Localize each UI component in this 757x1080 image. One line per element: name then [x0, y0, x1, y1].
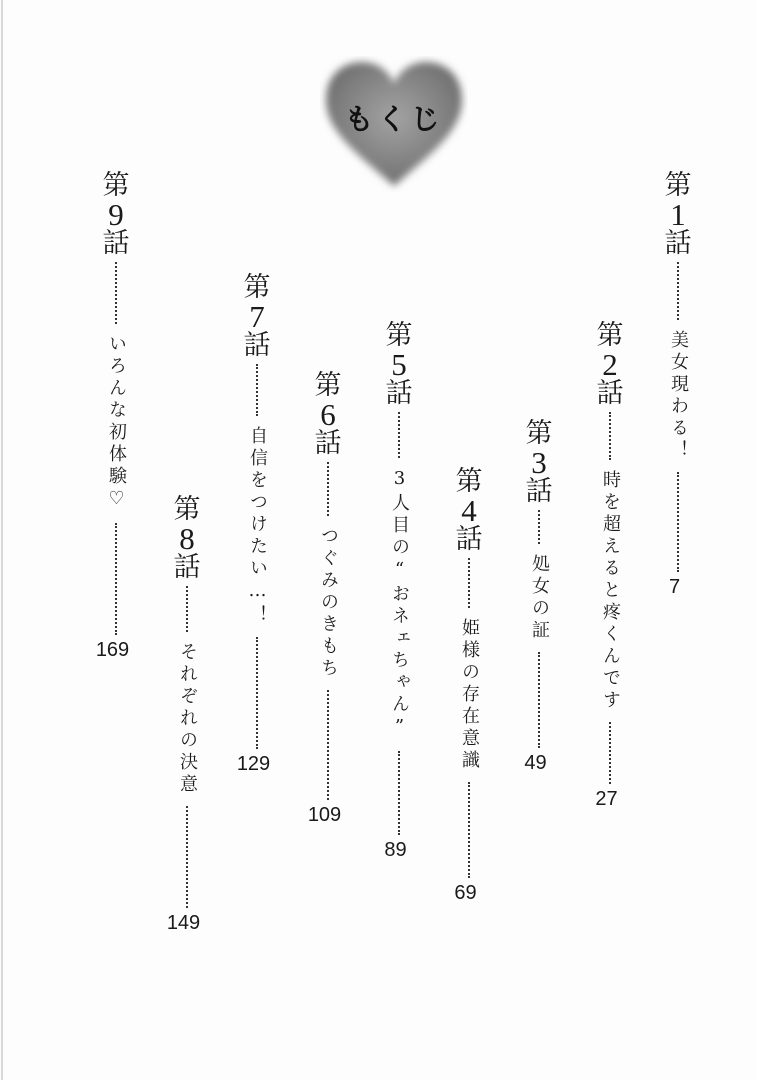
- chapter-number: 1: [670, 197, 686, 232]
- chapter-subtitle: それぞれの決意: [177, 642, 198, 796]
- leader-dots: [538, 510, 540, 544]
- chapter-label: 第: [173, 494, 201, 525]
- page-number: 69: [454, 882, 477, 904]
- heart-title-badge: [320, 56, 468, 192]
- page-number: 169: [95, 639, 130, 661]
- chapter-label: 第: [664, 170, 692, 201]
- leader-dots: [398, 412, 400, 458]
- chapter-suffix: 話: [596, 378, 624, 409]
- leader-dots: [468, 782, 470, 878]
- page-number: 129: [236, 753, 271, 775]
- page-number: 149: [166, 912, 201, 934]
- chapter-number: 2: [602, 347, 618, 382]
- chapter-subtitle: 自信をつけたい…！: [247, 426, 268, 627]
- page-number: 109: [307, 804, 342, 826]
- leader-dots: [256, 637, 258, 749]
- chapter-subtitle: いろんな初体験♡: [106, 334, 127, 513]
- chapter-label: 第: [596, 320, 624, 351]
- leader-dots: [186, 806, 188, 908]
- chapter-suffix: 話: [173, 552, 201, 583]
- chapter-subtitle: 処女の証: [529, 554, 550, 642]
- chapter-label: 第: [525, 418, 553, 449]
- chapter-subtitle: 美女現わる！: [668, 330, 689, 462]
- chapter-subtitle: 姫様の存在意識: [459, 618, 480, 772]
- chapter-number: 3: [531, 445, 547, 480]
- chapter-number: 6: [320, 397, 336, 432]
- leader-dots: [115, 523, 117, 635]
- leader-dots: [327, 690, 329, 800]
- leader-dots: [115, 262, 117, 324]
- leader-dots: [327, 462, 329, 516]
- leader-dots: [398, 751, 400, 835]
- chapter-suffix: 話: [314, 428, 342, 459]
- chapter-label: 第: [243, 272, 271, 303]
- chapter-suffix: 話: [455, 524, 483, 555]
- chapter-suffix: 話: [525, 476, 553, 507]
- page-number: 49: [524, 752, 547, 774]
- page-number: 7: [668, 576, 681, 598]
- chapter-label: 第: [102, 170, 130, 201]
- chapter-number: 5: [391, 347, 407, 382]
- chapter-number: 4: [461, 493, 477, 528]
- page-edge-shadow: [0, 0, 6, 1080]
- chapter-label: 第: [314, 370, 342, 401]
- chapter-label: 第: [455, 466, 483, 497]
- toc-title: もくじ: [344, 101, 444, 136]
- chapter-number: 7: [249, 299, 265, 334]
- chapter-suffix: 話: [385, 378, 413, 409]
- chapter-suffix: 話: [664, 228, 692, 259]
- leader-dots: [468, 558, 470, 608]
- chapter-subtitle: つぐみのきもち: [318, 526, 339, 680]
- chapter-suffix: 話: [102, 228, 130, 259]
- leader-dots: [677, 262, 679, 320]
- chapter-label: 第: [385, 320, 413, 351]
- chapter-number: 9: [108, 197, 124, 232]
- page-number: 89: [384, 839, 407, 861]
- leader-dots: [609, 412, 611, 460]
- chapter-suffix: 話: [243, 330, 271, 361]
- chapter-number: 8: [179, 521, 195, 556]
- leader-dots: [538, 652, 540, 748]
- chapter-subtitle: 時を超えると疼くんです: [600, 470, 621, 712]
- page-number: 27: [595, 788, 618, 810]
- leader-dots: [256, 364, 258, 416]
- leader-dots: [677, 472, 679, 572]
- chapter-subtitle: 3人目の“おネェちゃん”: [389, 468, 410, 741]
- leader-dots: [609, 722, 611, 784]
- leader-dots: [186, 586, 188, 632]
